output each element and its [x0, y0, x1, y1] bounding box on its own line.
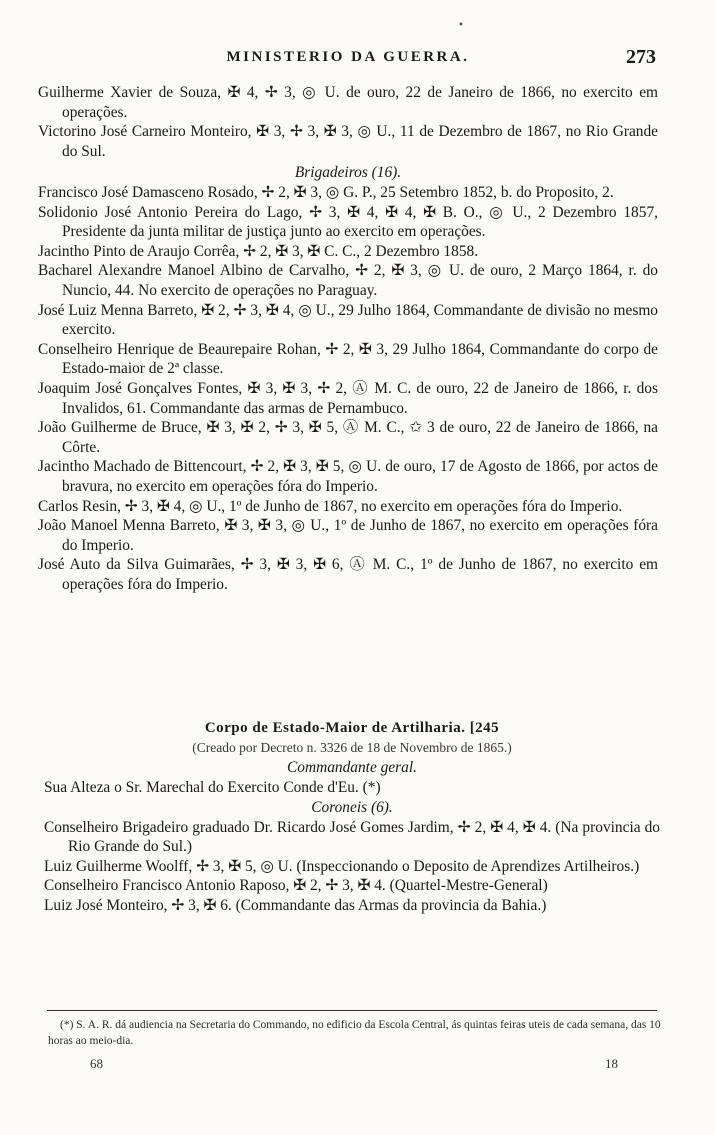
entry: José Auto da Silva Guimarães, ✢ 3, ✠ 3, ✠ 6, Ⓐ M. C., 1º de Junho de 1867, no exercito em operações fóra do Imperio. — [38, 556, 658, 593]
entry: Luiz Guilherme Woolff, ✢ 3, ✠ 5, ◎ U. (Inspeccionando o Deposito de Aprendizes Artilheiros.) — [44, 857, 640, 875]
brigadeiros-block — [38, 163, 658, 594]
page-title: MINISTERIO DA GUERRA. — [226, 49, 470, 65]
entry: Conselheiro Henrique de Beaurepaire Rohan, ✢ 2, ✠ 3, 29 Julho 1864, Commandante do corpo de Estado-maior de 2ª classe. — [38, 340, 658, 378]
footnote: (*) S. A. R. dá audiencia na Secretaria do Commando, no edificio da Escola Central, ás quintas feiras uteis de cada semana, das 10 horas ao meio-dia. — [48, 1019, 661, 1047]
entry: Carlos Resin, ✢ 3, ✠ 4, ◎ U., 1º de Junho de 1867, no exercito em operações fóra do Imperio. — [38, 497, 623, 515]
coroneis-heading: Coroneis (6). — [311, 798, 393, 816]
footer-signature-left: 68 — [90, 1056, 103, 1071]
footer-signature-right: 18 — [605, 1056, 618, 1071]
section-decree: (Creado por Decreto n. 3326 de 18 de Novembro de 1865.) — [192, 740, 512, 755]
footnote-rule — [47, 1010, 657, 1011]
entry: João Manoel Menna Barreto, ✠ 3, ✠ 3, ◎ U., 1º de Junho de 1867, no exercito em operações fóra do Imperio. — [38, 517, 658, 554]
entry: José Luiz Menna Barreto, ✠ 2, ✢ 3, ✠ 4, ◎ U., 29 Julho 1864, Commandante de divisão no mesmo exercito. — [38, 301, 658, 339]
entry: Jacintho Pinto de Araujo Corrêa, ✢ 2, ✠ 3, ✠ C. C., 2 Dezembro 1858. — [38, 242, 479, 260]
entry: Victorino José Carneiro Monteiro, ✠ 3, ✢ 3, ✠ 3, ◎ U., 11 de Dezembro de 1867, no Rio Grande do Sul. — [38, 123, 658, 160]
page-number: 273 — [626, 46, 656, 68]
entry: Conselheiro Brigadeiro graduado Dr. Ricardo José Gomes Jardim, ✢ 2, ✠ 4, ✠ 4. (Na provincia do Rio Grande do Sul.) — [44, 818, 660, 856]
entry: Luiz José Monteiro, ✢ 3, ✠ 6. (Commandante das Armas da provincia da Bahia.) — [44, 896, 547, 914]
entry: Joaquim José Gonçalves Fontes, ✠ 3, ✠ 3, ✢ 2, Ⓐ M. C. de ouro, 22 de Janeiro de 1866, r. dos Invalidos, 61. Commandante das armas de Pernambuco. — [38, 379, 658, 417]
entries-top — [38, 83, 658, 161]
entry: Solidonio José Antonio Pereira do Lago, ✢ 3, ✠ 4, ✠ 4, ✠ B. O., ◎ U., 2 Dezembro 1857, Presidente da junta militar de justiça junto ao exercito em operações. — [38, 203, 658, 241]
entry: Francisco José Damasceno Rosado, ✢ 2, ✠ 3, ◎ G. P., 25 Setembro 1852, b. do Proposito, 2. — [38, 184, 614, 201]
entry: Guilherme Xavier de Souza, ✠ 4, ✢ 3, ◎ U. de ouro, 22 de Janeiro de 1866, no exercito em operações. — [38, 84, 658, 121]
section-heading: Corpo de Estado-Maior de Artilharia. [245 — [204, 720, 500, 736]
entry: João Guilherme de Bruce, ✠ 3, ✠ 2, ✢ 3, ✠ 5, Ⓐ M. C., ✩ 3 de ouro, 22 de Janeiro de 1866, na Côrte. — [38, 419, 658, 456]
page-header — [40, 46, 656, 70]
entry: Jacintho Machado de Bittencourt, ✢ 2, ✠ 3, ✠ 5, ◎ U. de ouro, 17 de Agosto de 1866, por actos de bravura, no exercito em operações fóra do Imperio. — [38, 458, 658, 495]
entry: Bacharel Alexandre Manoel Albino de Carvalho, ✢ 2, ✠ 3, ◎ U. de ouro, 2 Março 1864, r. do Nuncio, 44. No exercito de operações no Paraguay. — [38, 262, 658, 299]
print-speck: • — [458, 20, 464, 31]
brigadeiros-heading: Brigadeiros (16). — [294, 164, 402, 181]
commandante-heading: Commandante geral. — [287, 759, 417, 776]
entry: Conselheiro Francisco Antonio Raposo, ✠ 2, ✢ 3, ✠ 4. (Quartel-Mestre-General) — [44, 877, 548, 895]
commandante-entry: Sua Alteza o Sr. Marechal do Exercito Conde d'Eu. (*) — [44, 779, 381, 796]
artilharia-section — [44, 718, 660, 916]
